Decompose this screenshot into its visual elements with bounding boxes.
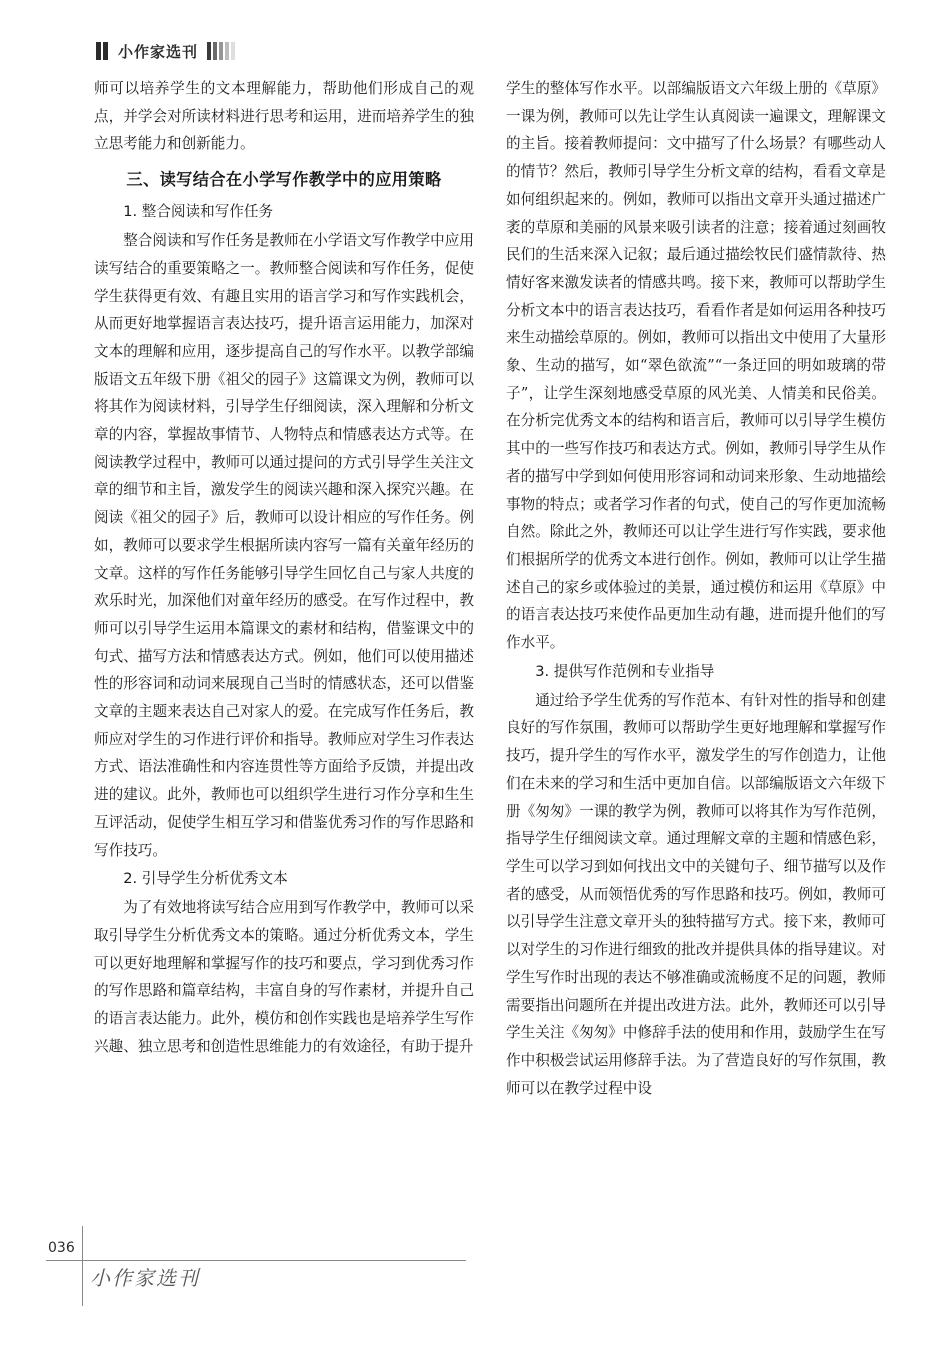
subheading-2: 2. 引导学生分析优秀文本 [123, 870, 288, 888]
subheading-1: 1. 整合阅读和写作任务 [123, 203, 274, 221]
paragraph-sub2-continued: 学生的整体写作水平。以部编版语文六年级上册的《草原》一课为例，教师可以先让学生认真阅读一遍课文，理解课文的主旨。接着教师提问：文中描写了什么场景？有哪些动人的情节？然后，教师引导学生分析文章的结构，看看文章是如何组织起来的。例如，教师可以指出文章开头通过描述广袤的草原和美丽的风景来吸引读者的注意；接着通过刻画牧民们的生活来深入记叙；最后通过描绘牧民们盛情款待、热情好客来激发读者的情感共鸣。接下来，教师可以帮助学生分析文本中的语言表达技巧，看看作者是如何运用各种技巧来生动描绘草原的。例如，教师可以指出文中使用了大量形象、生动的描写，如“翠色欲流”“一条迂回的明如玻璃的带子”，让学生深刻地感受草原的风光美、人情美和民俗美。在分析完优秀文本的结构和语言后，教师可以引导学生模仿其中的一些写作技巧和表达方式。例如，教师引导学生从作者的描写中学到如何使用形容词和动词来形象、生动地描绘事物的特点；或者学习作者的句式，使自己的写作更加流畅自然。除此之外，教师还可以让学生进行写作实践，要求他们根据所学的优秀文本进行创作。例如，教师可以让学生描述自己的家乡或体验过的美景，通过模仿和运用《草原》中的语言表达技巧来使作品更加生动有趣，进而提升他们的写作水平。 [506, 80, 886, 652]
left-column [94, 75, 474, 1061]
page-number: 036 [48, 1240, 75, 1256]
right-column [506, 75, 886, 1102]
footer-vertical-rule [82, 1226, 83, 1306]
journal-title: 小作家选刊 [118, 42, 199, 61]
subheading-3: 3. 提供写作范例和专业指导 [535, 662, 715, 680]
section-heading: 三、读写结合在小学写作教学中的应用策略 [126, 170, 442, 190]
paragraph-sub2: 为了有效地将读写结合应用到写作教学中，教师可以采取引导学生分析优秀文本的策略。通过分析优秀文本，学生可以更好地理解和掌握写作的技巧和要点，学习到优秀习作的写作思路和篇章结构，丰富自身的写作素材，并提升自己的语言表达能力。此外，模仿和创作实践也是培养学生写作兴趣、独立思考和创造性思维能力的有效途径，有助于提升 [94, 899, 474, 1055]
header-gradient-bars-decoration [207, 42, 237, 60]
paragraph-intro-continued: 师可以培养学生的文本理解能力，帮助他们形成自己的观点，并学会对所读材料进行思考和运用，进而培养学生的独立思考能力和创新能力。 [94, 80, 474, 153]
paragraph-sub3: 通过给予学生优秀的写作范本、有针对性的指导和创建良好的写作氛围，教师可以帮助学生更好地理解和掌握写作技巧，提升学生的写作水平，激发学生的写作创造力，让他们在未来的学习和生活中更加自信。以部编版语文六年级下册《匆匆》一课的教学为例，教师可以将其作为写作范例，指导学生仔细阅读文章。通过理解文章的主题和情感色彩，学生可以学习到如何找出文中的关键句子、细节描写以及作者的感受，从而领悟优秀的写作思路和技巧。例如，教师可以引导学生注意文章开头的独特描写方式。接下来，教师可以对学生的习作进行细致的批改并提供具体的指导建议。对学生写作时出现的表达不够准确或流畅度不足的问题，教师需要指出问题所在并提出改进方法。此外，教师还可以引导学生关注《匆匆》中修辞手法的使用和作用，鼓励学生在写作中积极尝试运用修辞手法。为了营造良好的写作氛围，教师可以在教学过程中设 [506, 691, 886, 1097]
running-header [96, 40, 237, 62]
paragraph-sub1: 整合阅读和写作任务是教师在小学语文写作教学中应用读写结合的重要策略之一。教师整合阅读和写作任务，促使学生获得更有效、有趣且实用的语言学习和写作实践机会，从而更好地掌握语言表达技巧，提升语言运用能力，加深对文本的理解和应用，逐步提高自己的写作水平。以教学部编版语文五年级下册《祖父的园子》这篇课文为例，教师可以将其作为阅读材料，引导学生仔细阅读，深入理解和分析文章的内容，掌握故事情节、人物特点和情感表达方式等。在阅读教学过程中，教师可以通过提问的方式引导学生关注文章的细节和主旨，激发学生的阅读兴趣和深入探究兴趣。在阅读《祖父的园子》后，教师可以设计相应的写作任务。例如，教师可以要求学生根据所读内容写一篇有关童年经历的文章。这样的写作任务能够引导学生回忆自己与家人共度的欢乐时光，加深他们对童年经历的感受。在写作过程中，教师可以引导学生运用本篇课文的素材和结构，借鉴课文中的句式、描写方法和情感表达方式。例如，他们可以使用描述性的形容词和动词来展现自己当时的情感状态，还可以借鉴文章的主题来表达自己对家人的爱。在完成写作任务后，教师应对学生的习作进行评价和指导。教师应对学生习作表达方式、语法准确性和内容连贯性等方面给予反馈，并提出改进的建议。此外，教师也可以组织学生进行习作分享和生生互评活动，促使学生相互学习和借鉴优秀习作的写作思路和写作技巧。 [94, 232, 474, 859]
header-bars-decoration [96, 42, 110, 60]
footer-divider [46, 1260, 466, 1261]
footer-logo: 小作家选刊 [90, 1266, 200, 1290]
